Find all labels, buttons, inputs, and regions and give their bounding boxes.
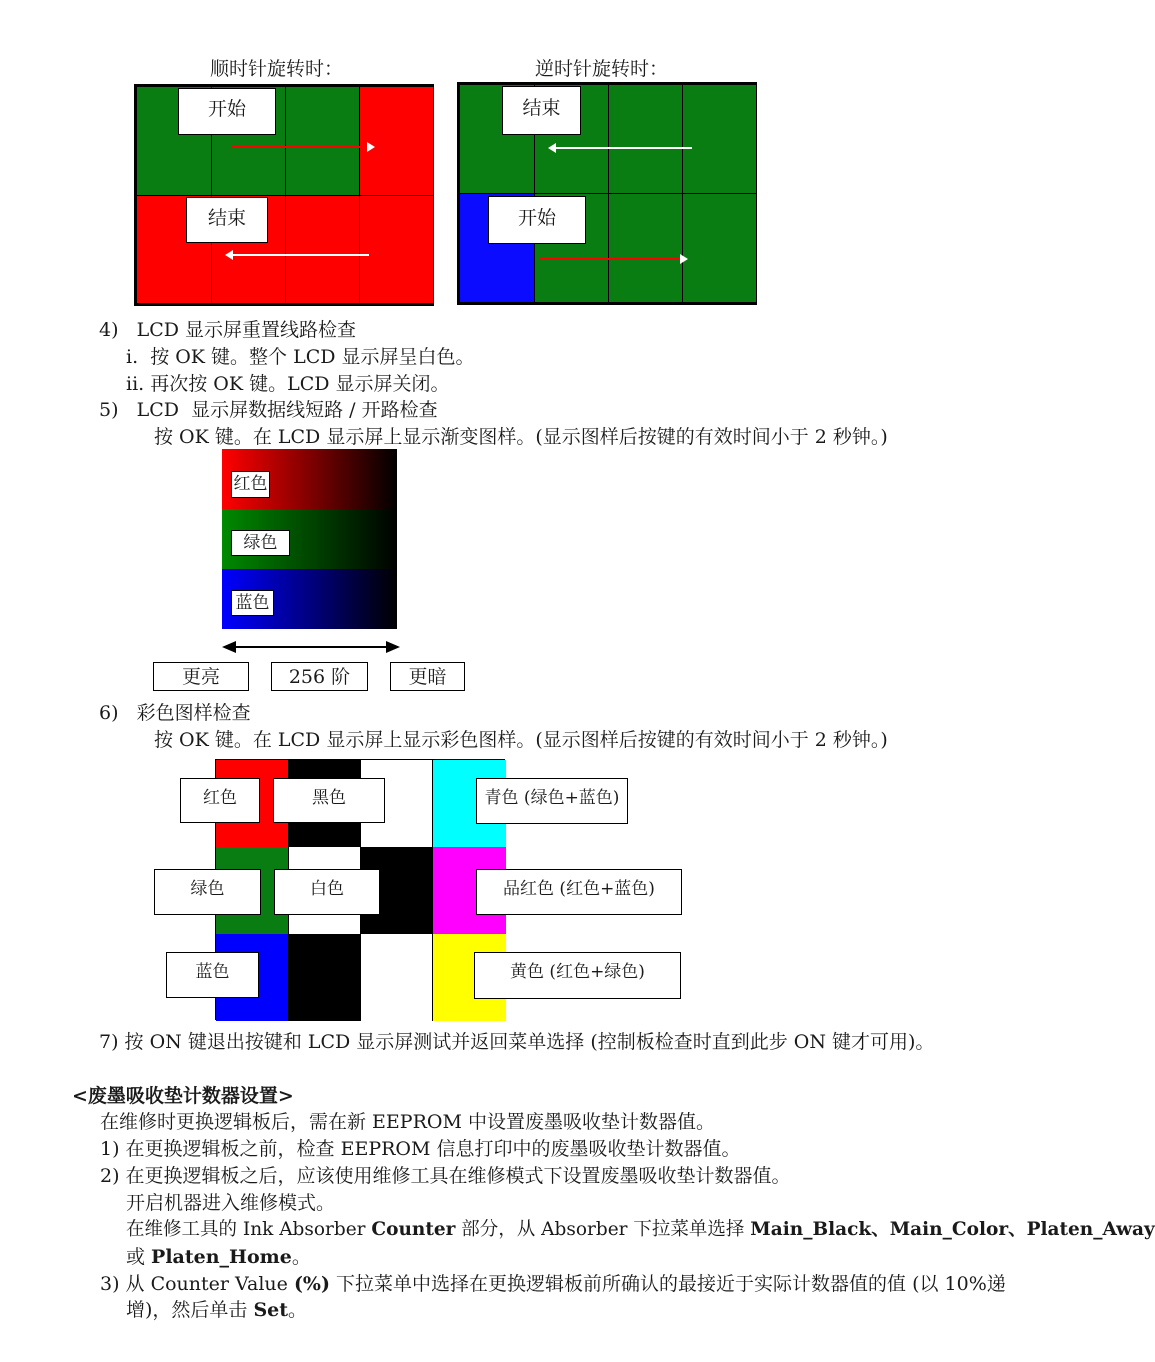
step2b-text: 在维修工具的 Ink Absorber (126, 1219, 372, 1240)
set-term: Set (253, 1299, 289, 1321)
ccw-end-label: 结束 (502, 86, 581, 135)
cw-end-label: 结束 (186, 197, 268, 243)
cp-blue-label: 蓝色 (166, 952, 259, 998)
cp-white-label: 白色 (274, 869, 380, 915)
cw-cell (285, 195, 360, 304)
cp-red-label: 红色 (180, 778, 260, 823)
cp-green-label: 绿色 (154, 869, 261, 915)
counter-term: Counter (371, 1219, 456, 1240)
step3a-text: 3) 从 Counter Value (100, 1273, 294, 1295)
percent-term: (%) (293, 1273, 330, 1295)
right-arrow (539, 258, 682, 260)
platen-home-option: Platen_Home (151, 1246, 292, 1268)
gradient-red-label: 红色 (231, 471, 270, 498)
step3a-text: 下拉菜单中选择在更换逻辑板前所确认的最接近于实际计数器值的值 (以 10%递 (329, 1273, 1006, 1295)
left-arrow (554, 147, 692, 149)
absorber-step1: 1) 在更换逻辑板之前，检查 EEPROM 信息打印中的废墨吸收垫计数器值。 (100, 1138, 741, 1160)
steps-label: 256 阶 (271, 662, 368, 691)
step6-desc: 按 OK 键。在 LCD 显示屏上显示彩色图样。(显示图样后按键的有效时间小于 2 秒钟。) (154, 729, 888, 751)
ccw-cell (608, 84, 683, 194)
cw-title: 顺时针旋转时： (210, 58, 344, 80)
step3b-text: 。 (288, 1299, 308, 1321)
cw-cell (359, 195, 434, 304)
cp-black (289, 934, 361, 1021)
cp-cyan-label: 青色 (绿色+蓝色) (476, 778, 628, 824)
ccw-cell (608, 193, 683, 303)
cp-white (361, 934, 433, 1021)
gradient-blue-label: 蓝色 (231, 590, 274, 616)
step2c-text: 。 (291, 1246, 311, 1268)
cp-black-label: 黑色 (273, 778, 385, 823)
absorber-intro: 在维修时更换逻辑板后，需在新 EEPROM 中设置废墨吸收垫计数器值。 (100, 1111, 715, 1133)
cw-cell (285, 86, 360, 196)
absorber-step3a (100, 1272, 1006, 1296)
darker-label: 更暗 (390, 662, 465, 691)
step5-desc: 按 OK 键。在 LCD 显示屏上显示渐变图样。(显示图样后按键的有效时间小于 2 秒钟。) (154, 426, 888, 448)
step5-title: 5) LCD 显示屏数据线短路 / 开路检查 (99, 399, 438, 421)
ccw-cell (682, 84, 757, 194)
absorber-heading: <废墨吸收垫计数器设置> (72, 1085, 294, 1107)
absorber-options: Main_Black、Main_Color、Platen_Away (750, 1219, 1155, 1240)
step4-ii: ii. 再次按 OK 键。LCD 显示屏关闭。 (126, 373, 450, 395)
ccw-title: 逆时针旋转时： (535, 58, 669, 80)
cp-magenta-label: 品红色 (红色+蓝色) (476, 869, 682, 915)
ccw-cell (682, 193, 757, 303)
absorber-step2b (126, 1218, 1155, 1242)
cp-divider (432, 760, 433, 1021)
ccw-start-label: 开始 (488, 196, 586, 244)
absorber-step2c (126, 1245, 311, 1269)
absorber-step3b (126, 1298, 307, 1322)
step4-title: 4) LCD 显示屏重置线路检查 (99, 319, 357, 341)
gradient-scale-arrow (222, 638, 400, 656)
step2c-text: 或 (126, 1246, 152, 1268)
left-arrow (231, 254, 369, 256)
cw-cell (359, 86, 434, 196)
step7: 7) 按 ON 键退出按键和 LCD 显示屏测试并返回菜单选择 (控制板检查时直到此步 ON 键才可用)。 (99, 1031, 935, 1053)
absorber-step2: 2) 在更换逻辑板之后，应该使用维修工具在维修模式下设置废墨吸收垫计数器值。 (100, 1165, 791, 1187)
step2b-text: 部分，从 Absorber 下拉菜单选择 (455, 1219, 751, 1240)
brighter-label: 更亮 (153, 662, 249, 691)
cp-yellow-label: 黄色 (红色+绿色) (474, 952, 681, 999)
right-arrow (231, 146, 369, 148)
step3b-text: 增)，然后单击 (126, 1299, 254, 1321)
cw-start-label: 开始 (178, 88, 276, 135)
step6-title: 6) 彩色图样检查 (99, 702, 251, 724)
absorber-step2a: 开启机器进入维修模式。 (126, 1192, 336, 1214)
step4-i: i. 按 OK 键。整个 LCD 显示屏呈白色。 (126, 346, 475, 368)
gradient-green-label: 绿色 (231, 530, 290, 556)
